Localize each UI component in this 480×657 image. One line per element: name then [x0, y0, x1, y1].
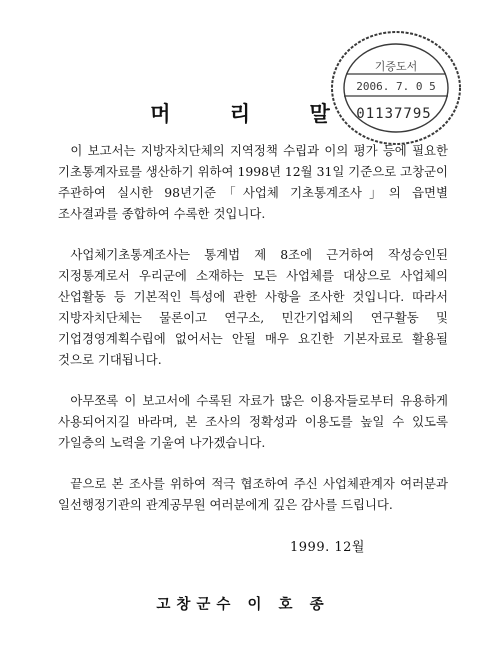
- stamp-label: 기증도서: [374, 60, 418, 73]
- library-receipt-stamp: [318, 22, 468, 152]
- stamp-graphic: [318, 22, 468, 152]
- paragraph-2: 사업체기초통계조사는 통계법 제 8조에 근거하여 작성승인된 지정통계로서 우리군에 소재하는 모든 사업체를 대상으로 사업체의 산업활동 등 기본적인 특성에 관한 사항을 조사한 것입니다. 따라서 지방자치단체는 물론이고 연구소, 민간기업체의 연구활동 및 기업경영계획수립에 없어서는 안될 매우 요긴한 기본자료로 활용될 것으로 기대됩니다.: [58, 247, 448, 367]
- paragraph-1: 이 보고서는 지방자치단체의 지역정책 수립과 이의 평가 등에 필요한 기초통계자료를 생산하기 위하여 1998년 12월 31일 기준으로 고창군이 주관하여 실시한 98년기준「사업체 기초통계조사」의 읍면별 조사결과를 종합하여 수록한 것입니다.: [58, 143, 448, 221]
- stamp-number: 01137795: [356, 106, 432, 122]
- stamp-date: 2006. 7. 0 5: [356, 80, 436, 93]
- paragraph-3: 아무쪼록 이 보고서에 수록된 자료가 많은 이용자들로부터 유용하게 사용되어지길 바라며, 본 조사의 정확성과 이용도를 높일 수 있도록 가일층의 노력을 기울여 나가겠습니다.: [58, 393, 448, 450]
- document-body: [58, 140, 448, 535]
- signature: 고창군수 이 호 종: [156, 597, 330, 613]
- document-date: 1999. 12월: [290, 540, 365, 555]
- paragraph-4: 끝으로 본 조사를 위하여 적극 협조하여 주신 사업체관계자 여러분과 일선행정기관의 관계공무원 여러분에게 깊은 감사를 드립니다.: [58, 476, 448, 512]
- page-title: 머 리 말: [150, 101, 356, 126]
